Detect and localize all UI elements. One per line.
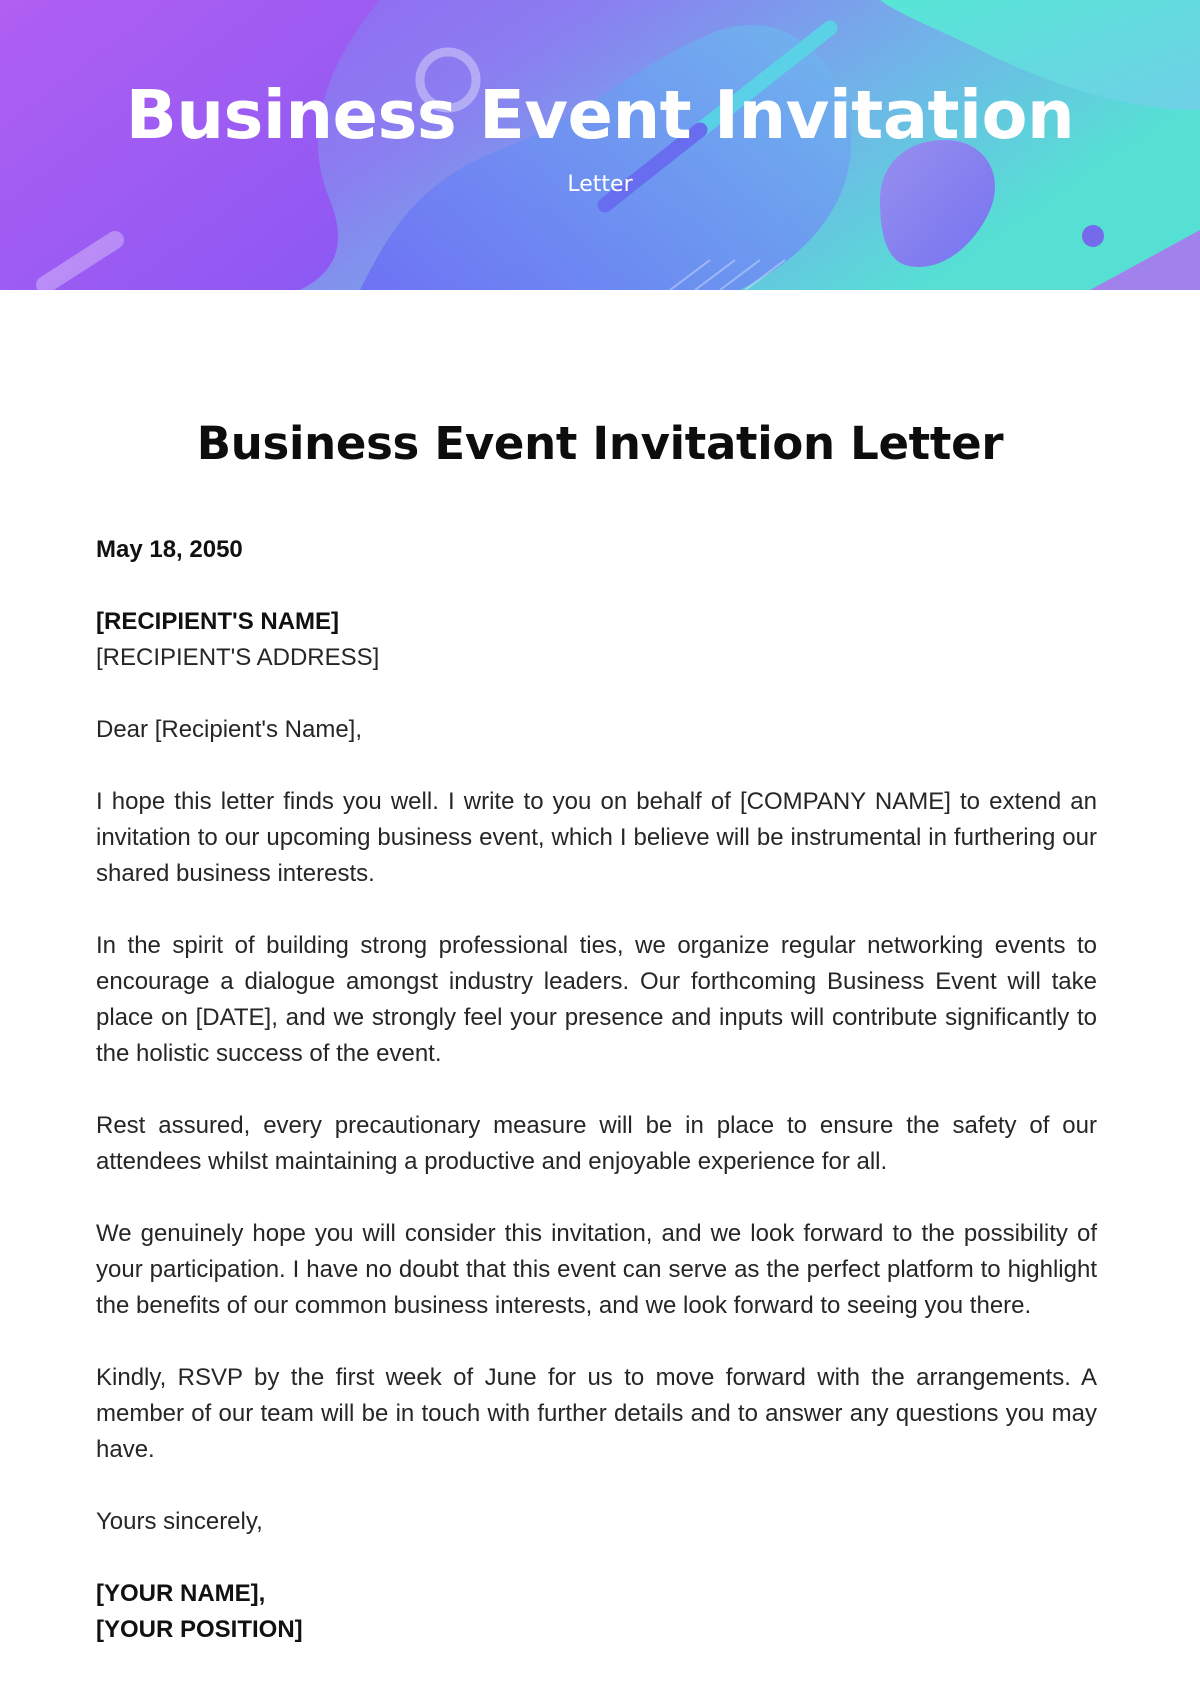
sender-position: [YOUR POSITION] xyxy=(96,1616,303,1643)
header-banner xyxy=(0,0,1200,290)
paragraph-networking: In the spirit of building strong professional ties, we organize regular networking events to encourage a dialogue amongst industry leaders. Our forthcoming Business Event will take place on [DATE], and we strongly feel your presence and inputs will contribute significantly to the holistic success of the event. xyxy=(96,932,1097,1067)
banner-title: Business Event Invitation xyxy=(125,76,1075,154)
paragraph-hope: We genuinely hope you will consider this invitation, and we look forward to the possibility of your participation. I have no doubt that this event can serve as the perfect platform to highlight the benefits of our common business interests, and we look forward to seeing you there. xyxy=(96,1220,1097,1319)
recipient-address: [RECIPIENT'S ADDRESS] xyxy=(96,644,380,671)
recipient-block xyxy=(96,604,1097,676)
paragraph-intro: I hope this letter finds you well. I write to you on behalf of [COMPANY NAME] to extend an invitation to our upcoming business event, which I believe will be instrumental in furthering our shared business interests. xyxy=(96,788,1097,887)
letter-body xyxy=(96,532,1097,1648)
closing: Yours sincerely, xyxy=(96,1508,263,1535)
recipient-name: [RECIPIENT'S NAME] xyxy=(96,608,340,635)
document-title: Business Event Invitation Letter xyxy=(196,417,1004,470)
banner-dot xyxy=(1082,225,1104,247)
paragraph-rsvp: Kindly, RSVP by the first week of June for us to move forward with the arrangements. A member of our team will be in touch with further details and to answer any questions you may have. xyxy=(96,1364,1097,1463)
salutation: Dear [Recipient's Name], xyxy=(96,716,363,743)
sender-name: [YOUR NAME], xyxy=(96,1580,266,1607)
letter-date: May 18, 2050 xyxy=(96,536,243,563)
signature-block xyxy=(96,1576,1097,1648)
banner-subtitle: Letter xyxy=(567,172,633,197)
paragraph-safety: Rest assured, every precautionary measure will be in place to ensure the safety of our attendees whilst maintaining a productive and enjoyable experience for all. xyxy=(96,1112,1097,1175)
